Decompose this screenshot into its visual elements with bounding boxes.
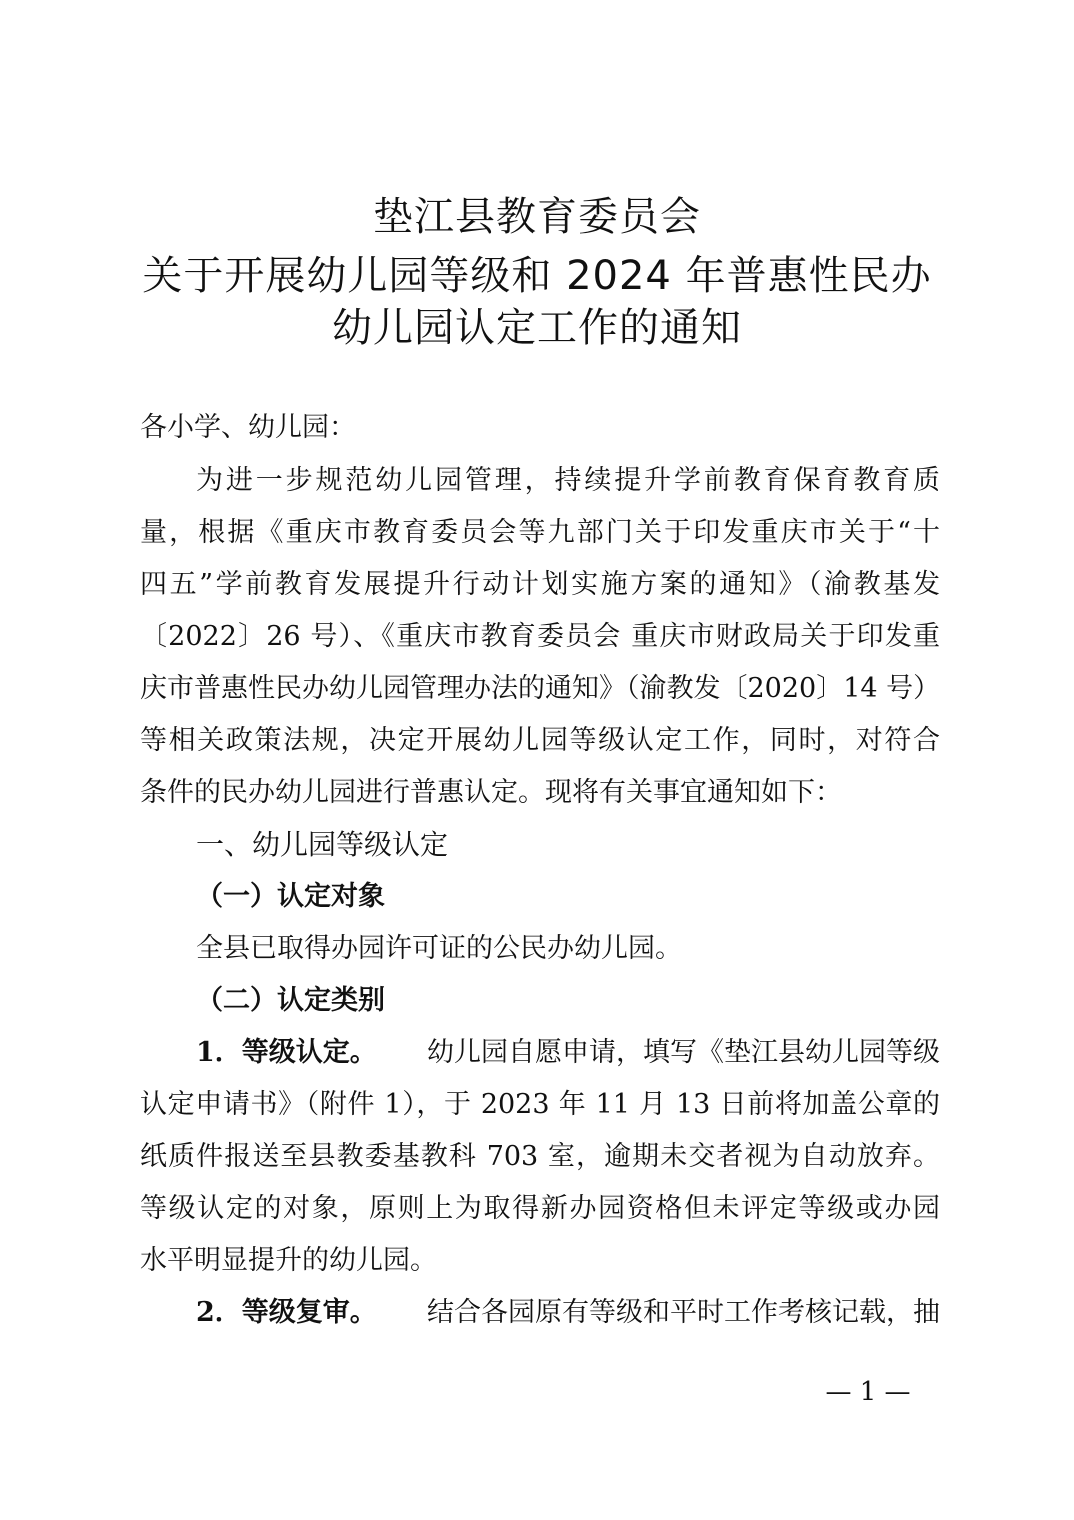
subsection-2-heading: （二）认定类别 [196,985,385,1016]
intro-line-2: 量，根据《重庆市教育委员会等九部门关于印发重庆市关于“十 [140,517,940,548]
item-1-line-5: 水平明显提升的幼儿园。 [140,1245,437,1276]
item-1-line-1 [196,1033,940,1073]
item-1-line-3: 纸质件报送至县教委基教科 703 室，逾期未交者视为自动放弃。 [140,1141,940,1172]
document-body [140,0,940,1520]
title-line-3: 幼儿园认定工作的通知 [332,305,742,351]
intro-line-6: 等相关政策法规，决定开展幼儿园等级认定工作，同时，对符合 [140,725,940,756]
item-2-line-1 [196,1293,940,1333]
item-1-line-2: 认定申请书》（附件 1），于 2023 年 11 月 13 日前将加盖公章的 [140,1089,940,1120]
item-1-label: 1．等级认定。 [196,1037,377,1068]
subsection-1-text: 全县已取得办园许可证的公民办幼儿园。 [196,933,682,964]
item-2-label: 2．等级复审。 [196,1297,377,1328]
title-line-1: 垫江县教育委员会 [373,194,701,240]
item-1-line-4: 等级认定的对象，原则上为取得新办园资格但未评定等级或办园 [140,1193,940,1224]
item-1-line-1-text: 幼儿园自愿申请，填写《垫江县幼儿园等级 [427,1037,940,1068]
intro-line-5: 庆市普惠性民办幼儿园管理办法的通知》（渝教发〔2020〕14 号） [140,673,941,704]
section-1-heading: 一、幼儿园等级认定 [196,828,449,861]
item-2-line-1-text: 结合各园原有等级和平时工作考核记载，抽 [427,1297,940,1328]
intro-line-3: 四五”学前教育发展提升行动计划实施方案的通知》（渝教基发 [140,569,940,600]
salutation: 各小学、幼儿园： [140,412,356,443]
subsection-1-heading: （一）认定对象 [196,881,385,912]
page-number: — 1 — [825,1377,911,1407]
intro-line-7: 条件的民办幼儿园进行普惠认定。现将有关事宜通知如下： [140,777,842,808]
intro-line-1: 为进一步规范幼儿园管理，持续提升学前教育保育教育质 [196,465,940,496]
intro-line-4: 〔2022〕26 号）、《重庆市教育委员会 重庆市财政局关于印发重 [140,621,940,652]
title-line-2: 关于开展幼儿园等级和 2024 年普惠性民办 [142,253,932,299]
